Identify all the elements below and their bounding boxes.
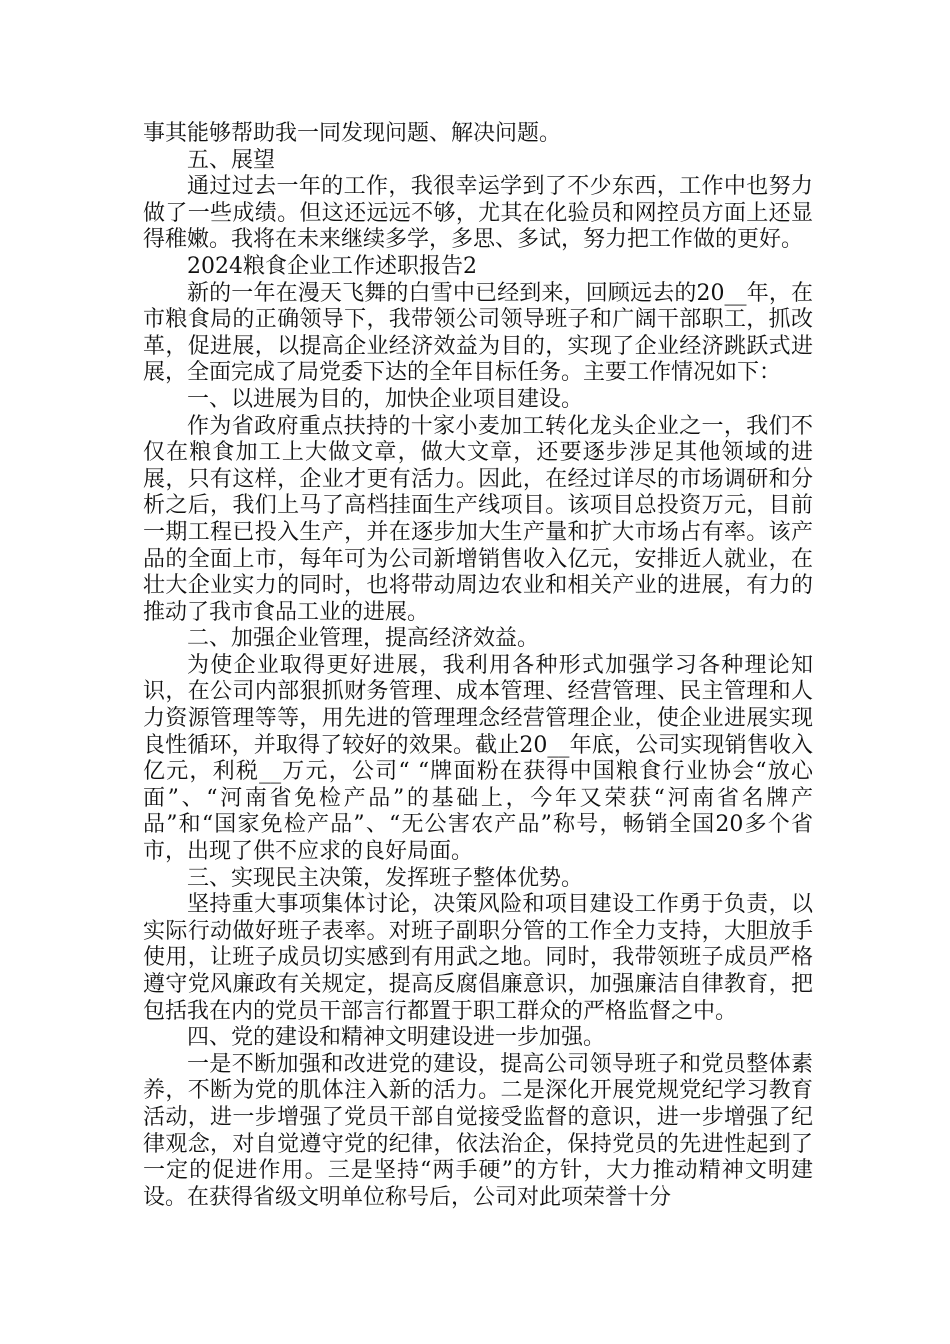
paragraph-section-2: 为使企业取得更好进展，我利用各种形式加强学习各种理论知识，在公司内部狠抓财务管理、成本管理、经营管理、民主管理和人力资源管理等等，用先进的管理理念经营管理企业，使企业进展实现良性循环，并取得了较好的效果。截止20__年底，公司实现销售收入亿元，利税__万元，公司“ “牌面粉在获得中国粮食行业协会“放心面”、“河南省免检产品”的基础上，今年又荣获“河南省名牌产品”和“国家免检产品”、“无公害农产品”称号，畅销全国20多个省市，出现了供不应求的良好局面。	[143, 652, 813, 865]
section-heading-2: 二、加强企业管理，提高经济效益。	[187, 626, 540, 652]
report-title: 2024粮食企业工作述职报告2	[187, 253, 477, 279]
section-heading-outlook: 五、展望	[187, 147, 276, 173]
paragraph-intro-tail: 事其能够帮助我一同发现问题、解决问题。	[143, 121, 562, 146]
section-heading-3: 三、实现民主决策，发挥班子整体优势。	[187, 865, 584, 891]
document-page	[143, 121, 813, 1211]
paragraph-outlook: 通过过去一年的工作，我很幸运学到了不少东西，工作中也努力做了一些成绩。但这还远远不够，尤其在化验员和网控员方面上还显得稚嫩。我将在未来继续多学，多思、多试，努力把工作做的更好。	[143, 174, 813, 253]
section-heading-1: 一、以进展为目的，加快企业项目建设。	[187, 386, 584, 412]
section-heading-4: 四、党的建设和精神文明建设进一步加强。	[187, 1025, 606, 1051]
paragraph-opening: 新的一年在漫天飞舞的白雪中已经到来，回顾远去的20__年，在市粮食局的正确领导下，我带领公司领导班子和广阔干部职工，抓改革，促进展，以提高企业经济效益为目的，实现了企业经济跳跃式进展，全面完成了局党委下达的全年目标任务。主要工作情况如下：	[143, 280, 813, 386]
paragraph-section-4: 一是不断加强和改进党的建设，提高公司领导班子和党员整体素养，不断为党的肌体注入新的活力。二是深化开展党规党纪学习教育活动，进一步增强了党员干部自觉接受监督的意识，进一步增强了纪律观念，对自觉遵守党的纪律，依法治企，保持党员的先进性起到了一定的促进作用。三是坚持“两手硬”的方针，大力推动精神文明建设。在获得省级文明单位称号后，公司对此项荣誉十分	[143, 1051, 813, 1210]
paragraph-section-1: 作为省政府重点扶持的十家小麦加工转化龙头企业之一，我们不仅在粮食加工上大做文章，做大文章，还要逐步涉足其他领域的进展，只有这样，企业才更有活力。因此，在经过详尽的市场调研和分析之后，我们上马了高档挂面生产线项目。该项目总投资万元，目前一期工程已投入生产，并在逐步加大生产量和扩大市场占有率。该产品的全面上市，每年可为公司新增销售收入亿元，安排近人就业，在壮大企业实力的同时，也将带动周边农业和相关产业的进展，有力的推动了我市食品工业的进展。	[143, 413, 813, 625]
paragraph-section-3: 坚持重大事项集体讨论，决策风险和项目建设工作勇于负责，以实际行动做好班子表率。对班子副职分管的工作全力支持，大胆放手使用，让班子成员切实感到有用武之地。同时，我带领班子成员严格遵守党风廉政有关规定，提高反腐倡廉意识，加强廉洁自律教育，把包括我在内的党员干部言行都置于职工群众的严格监督之中。	[143, 892, 813, 1024]
